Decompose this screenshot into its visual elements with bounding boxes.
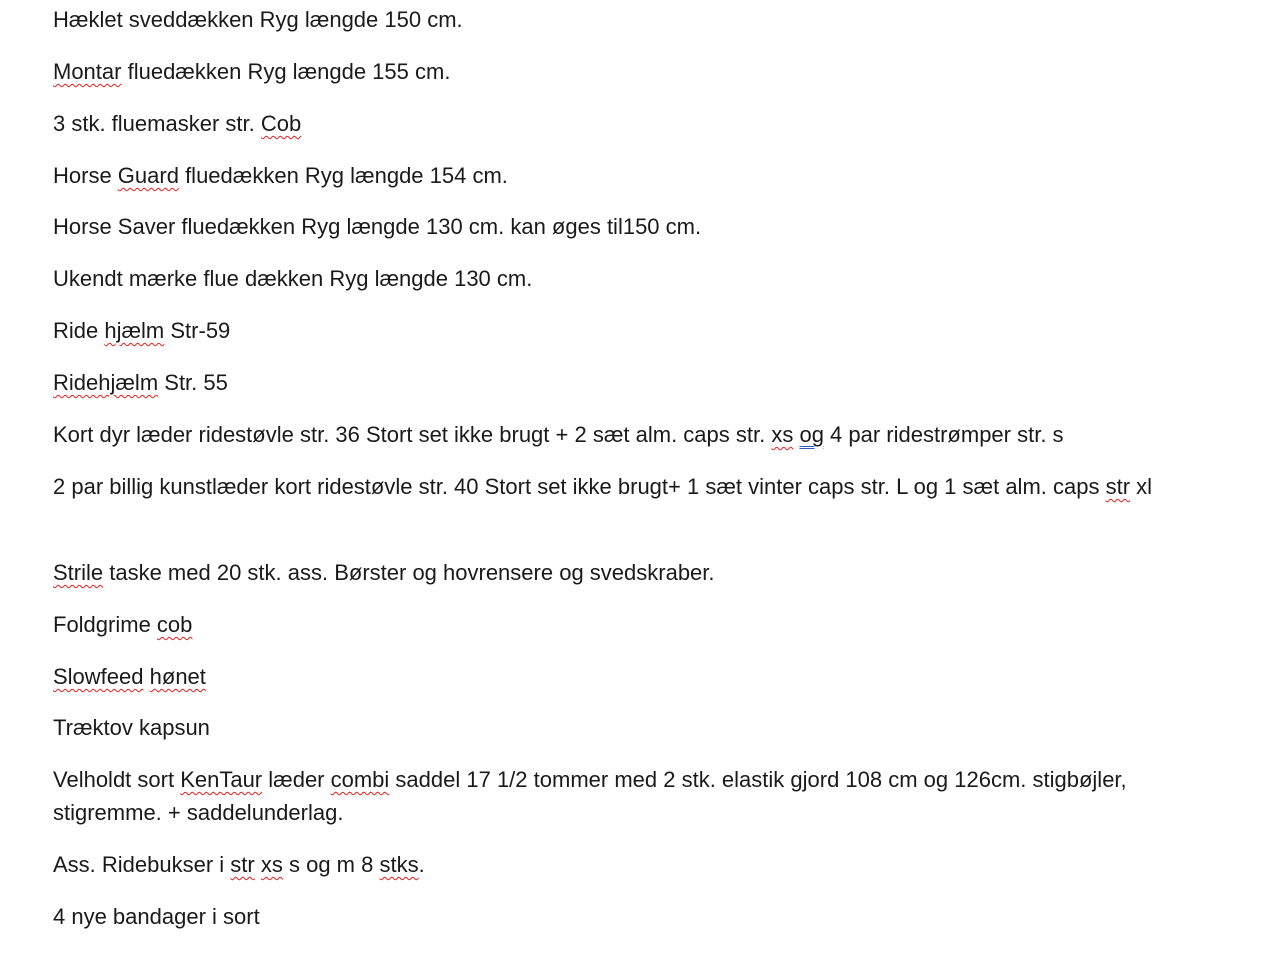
spelling-flagged-word[interactable]: cob <box>156 612 193 637</box>
paragraph <box>53 210 1203 243</box>
text-run: Str-59 <box>164 318 231 343</box>
paragraph <box>53 900 1203 933</box>
text-run: Velholdt sort <box>53 767 181 792</box>
spelling-flagged-word[interactable]: Strile <box>53 560 104 585</box>
text-run: xl <box>1130 474 1153 499</box>
spelling-flagged-word[interactable]: Cob <box>260 111 302 136</box>
paragraph <box>53 107 1203 140</box>
text-run: Horse <box>53 163 118 188</box>
text-run: . <box>418 852 425 877</box>
text-run: Træktov kapsun <box>53 715 210 740</box>
spelling-flagged-word[interactable]: KenTaur <box>180 767 263 792</box>
spelling-flagged-word[interactable]: hjælm <box>104 318 165 343</box>
paragraph <box>53 470 1203 503</box>
spelling-flagged-word[interactable]: Montar <box>53 59 122 84</box>
text-run: 3 stk. fluemasker str. <box>53 111 261 136</box>
spelling-flagged-word[interactable]: Ridehjælm <box>53 370 159 395</box>
paragraph <box>53 159 1203 192</box>
paragraph <box>53 763 1203 829</box>
text-run: Foldgrime <box>53 612 157 637</box>
paragraph <box>53 608 1203 641</box>
text-run: taske med 20 stk. ass. Børster og hovrensere og svedskraber. <box>103 560 715 585</box>
text-run: Ukendt mærke flue dækken Ryg længde 130 cm. <box>53 266 533 291</box>
spelling-flagged-word[interactable]: str <box>1105 474 1131 499</box>
spelling-flagged-word[interactable]: Guard <box>117 163 179 188</box>
paragraph <box>53 3 1203 36</box>
grammar-flagged-word[interactable]: og <box>799 422 824 447</box>
spelling-flagged-word[interactable]: xs <box>260 852 283 877</box>
spelling-flagged-word[interactable]: combi <box>330 767 390 792</box>
text-run: Ride <box>53 318 105 343</box>
text-run: s og m 8 <box>282 852 380 877</box>
text-run: Str. 55 <box>158 370 228 395</box>
text-run: læder <box>262 767 331 792</box>
text-run: saddel 17 1/2 tommer med 2 stk. elastik gjord 108 cm og 126cm. stigbøjler, stigremme. + saddelunderlag. <box>53 767 1127 825</box>
paragraph <box>53 418 1203 451</box>
spelling-flagged-word[interactable]: xs <box>771 422 794 447</box>
text-run: 2 par billig kunstlæder kort ridestøvle str. 40 Stort set ikke brugt+ 1 sæt vinter caps str. L og 1 sæt alm. caps <box>53 474 1106 499</box>
paragraph <box>53 711 1203 744</box>
spelling-flagged-word[interactable]: str <box>230 852 255 877</box>
text-run: Horse Saver fluedækken Ryg længde 130 cm. kan øges til150 cm. <box>53 214 702 239</box>
text-run: Kort dyr læder ridestøvle str. 36 Stort set ikke brugt + 2 sæt alm. caps str. <box>53 422 772 447</box>
paragraph <box>53 262 1203 295</box>
text-run: Ass. Ridebukser i <box>53 852 231 877</box>
text-run: 4 nye bandager i sort <box>53 904 260 929</box>
text-run: Hæklet sveddækken Ryg længde 150 cm. <box>53 7 463 32</box>
text-run: 4 par ridestrømper str. s <box>823 422 1064 447</box>
text-run: fluedækken Ryg længde 154 cm. <box>178 163 508 188</box>
paragraph <box>53 366 1203 399</box>
paragraph <box>53 848 1203 881</box>
paragraph <box>53 660 1203 693</box>
paragraph <box>53 314 1203 347</box>
spelling-flagged-word[interactable]: Slowfeed <box>53 664 144 689</box>
paragraph <box>53 55 1203 88</box>
spelling-flagged-word[interactable]: hønet <box>149 664 206 689</box>
text-run: fluedækken Ryg længde 155 cm. <box>121 59 451 84</box>
spelling-flagged-word[interactable]: stks <box>379 852 419 877</box>
paragraph <box>53 556 1203 589</box>
